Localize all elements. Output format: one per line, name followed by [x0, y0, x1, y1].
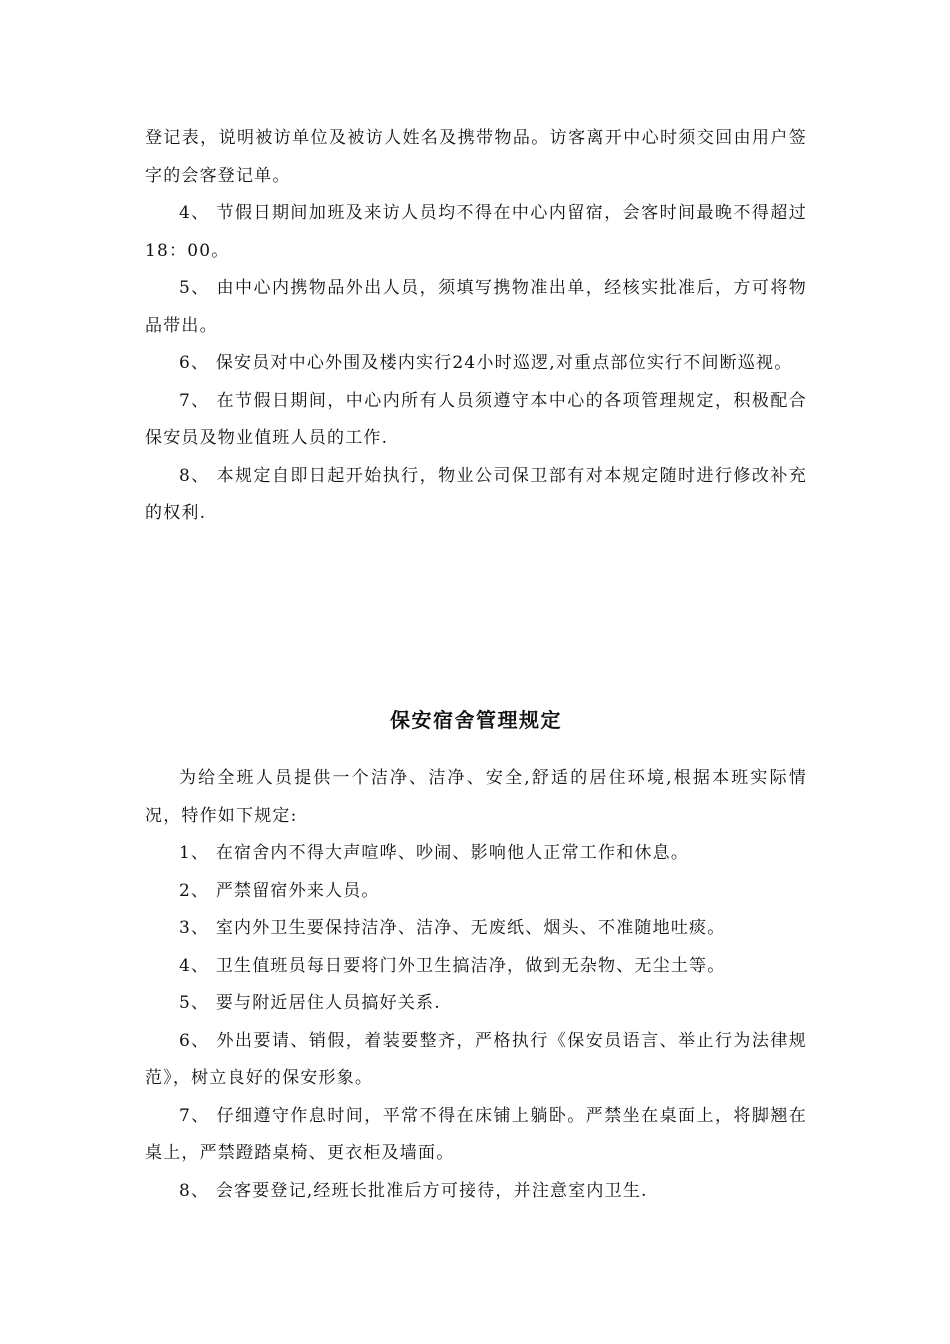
rule-4: 4、 节假日期间加班及来访人员均不得在中心内留宿，会客时间最晚不得超过18：00。 — [145, 203, 807, 261]
rule-6: 6、 保安员对中心外围及楼内实行24小时巡逻,对重点部位实行不间断巡视。 — [179, 353, 793, 373]
visitor-rules-continuation — [145, 120, 807, 533]
dorm-rule-5: 5、 要与附近居住人员搞好关系. — [179, 993, 441, 1013]
intro-paragraph: 为给全班人员提供一个洁净、洁净、安全,舒适的居住环境,根据本班实际情况，特作如下规定: — [145, 768, 807, 826]
dorm-rule-7: 7、 仔细遵守作息时间，平常不得在床铺上躺卧。严禁坐在桌面上，将脚翘在桌上，严禁蹬踏桌椅、更衣柜及墙面。 — [145, 1105, 807, 1163]
dorm-rule-1: 1、 在宿舍内不得大声喧哗、吵闹、影响他人正常工作和休息。 — [179, 843, 690, 863]
dorm-rule-8: 8、 会客要登记,经班长批准后方可接待，并注意室内卫生. — [179, 1180, 648, 1201]
paragraph-registration: 登记表，说明被访单位及被访人姓名及携带物品。访客离开中心时须交回由用户签字的会客登记单。 — [145, 128, 807, 186]
dorm-rule-4: 4、 卫生值班员每日要将门外卫生搞洁净，做到无杂物、无尘土等。 — [179, 955, 726, 976]
dorm-rule-2: 2、 严禁留宿外来人员。 — [179, 880, 380, 901]
section-title: 保安宿舍管理规定 — [390, 708, 562, 732]
rule-7: 7、 在节假日期间，中心内所有人员须遵守本中心的各项管理规定，积极配合保安员及物业值班人员的工作. — [145, 390, 807, 448]
rule-5: 5、 由中心内携物品外出人员，须填写携物准出单，经核实批准后，方可将物品带出。 — [145, 278, 807, 336]
dorm-rule-6: 6、 外出要请、销假，着装要整齐，严格执行《保安员语言、举止行为法律规范》，树立良好的保安形象。 — [145, 1030, 807, 1088]
rule-8: 8、 本规定自即日起开始执行，物业公司保卫部有对本规定随时进行修改补充的权利. — [145, 465, 807, 523]
dormitory-rules-section — [145, 704, 807, 1210]
dorm-rule-3: 3、 室内外卫生要保持洁净、洁净、无废纸、烟头、不准随地吐痰。 — [179, 918, 726, 938]
